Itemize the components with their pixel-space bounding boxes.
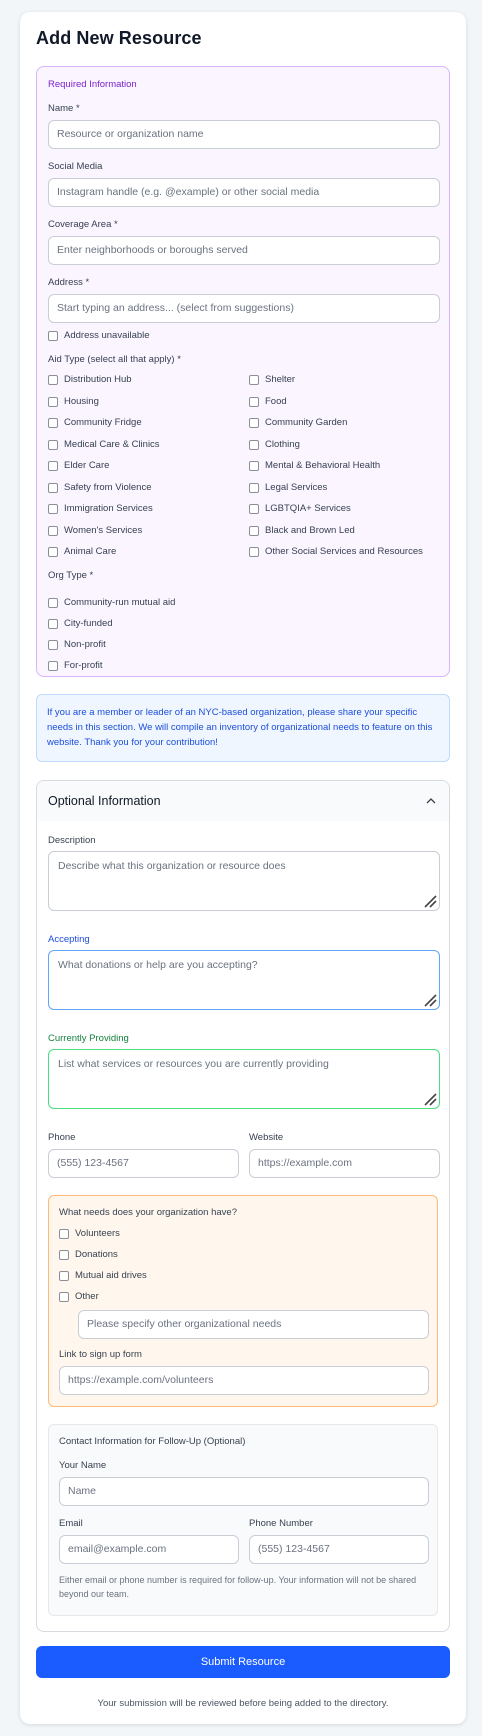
aid-type-option-label: Food — [265, 395, 287, 407]
aid-type-option-checkbox[interactable] — [249, 375, 259, 385]
aid-type-option-label: Legal Services — [265, 481, 328, 493]
aid-type-option-checkbox[interactable] — [48, 547, 58, 557]
aid-type-option-checkbox[interactable] — [48, 526, 58, 536]
need-option-checkbox[interactable] — [59, 1250, 69, 1260]
aid-type-option-checkbox[interactable] — [249, 526, 259, 536]
aid-type-option-label: Safety from Violence — [64, 481, 152, 493]
address-input[interactable]: Start typing an address... (select from suggestions) — [48, 294, 440, 323]
aid-type-option-label: Clothing — [265, 438, 300, 450]
aid-type-option-label: Shelter — [265, 374, 296, 385]
org-type-option-checkbox[interactable] — [48, 598, 58, 608]
chevron-up-icon[interactable] — [426, 797, 436, 805]
submit-button[interactable]: Submit Resource — [36, 1646, 450, 1678]
aid-type-option-checkbox[interactable] — [48, 461, 58, 471]
accepting-label: Accepting — [48, 934, 90, 945]
contact-phone-label: Phone Number — [249, 1518, 313, 1529]
aid-type-option-label: Immigration Services — [64, 503, 153, 514]
accepting-placeholder: What donations or help are you accepting? — [58, 959, 258, 971]
address-unavailable-label: Address unavailable — [64, 330, 150, 341]
optional-header[interactable] — [37, 781, 449, 821]
add-resource-card — [20, 12, 466, 1724]
aid-type-option-checkbox[interactable] — [249, 504, 259, 514]
social-input[interactable]: Instagram handle (e.g. @example) or other social media — [48, 178, 440, 207]
aid-type-option-checkbox[interactable] — [249, 418, 259, 428]
aid-type-option-label: Other Social Services and Resources — [265, 546, 423, 557]
aid-type-option-checkbox[interactable] — [48, 440, 58, 450]
aid-type-option-label: Community Fridge — [64, 417, 142, 428]
description-placeholder: Describe what this organization or resource does — [58, 860, 286, 872]
needs-heading: What needs does your organization have? — [59, 1207, 237, 1218]
aid-type-option-checkbox[interactable] — [48, 504, 58, 514]
coverage-input[interactable]: Enter neighborhoods or boroughs served — [48, 236, 440, 265]
need-option-label: Donations — [75, 1249, 118, 1260]
aid-type-option-label: Animal Care — [64, 546, 117, 557]
aid-type-option-checkbox[interactable] — [48, 375, 58, 385]
aid-type-option-label: Medical Care & Clinics — [64, 438, 160, 450]
aid-type-option-checkbox[interactable] — [249, 547, 259, 557]
required-section — [36, 66, 450, 677]
need-option-label: Other — [75, 1291, 99, 1302]
providing-label: Currently Providing — [48, 1033, 129, 1044]
resize-grip-icon[interactable] — [423, 1092, 437, 1106]
contact-box — [48, 1424, 438, 1616]
need-option-label: Volunteers — [75, 1228, 120, 1239]
description-label: Description — [48, 835, 96, 846]
aid-type-option-checkbox[interactable] — [48, 418, 58, 428]
aid-type-option-checkbox[interactable] — [249, 461, 259, 471]
need-option-checkbox[interactable] — [59, 1271, 69, 1281]
coverage-label: Coverage Area * — [48, 219, 118, 230]
org-type-option-label: City-funded — [64, 618, 113, 629]
org-type-label: Org Type * — [48, 570, 94, 581]
email-input[interactable]: email@example.com — [59, 1535, 239, 1564]
org-type-option-checkbox[interactable] — [48, 661, 58, 671]
name-label: Name * — [48, 103, 80, 114]
signup-link-input[interactable]: https://example.com/volunteers — [59, 1366, 429, 1395]
org-type-option-checkbox[interactable] — [48, 619, 58, 629]
name-input[interactable]: Resource or organization name — [48, 120, 440, 149]
other-needs-input[interactable]: Please specify other organizational needs — [78, 1310, 429, 1339]
aid-type-option-label: Community Garden — [265, 417, 348, 428]
social-label: Social Media — [48, 161, 103, 172]
website-label: Website — [249, 1132, 284, 1143]
aid-type-option-checkbox[interactable] — [48, 483, 58, 493]
email-label: Email — [59, 1518, 83, 1529]
org-type-option-label: Community-run mutual aid — [64, 597, 176, 608]
optional-heading: Optional Information — [48, 794, 161, 808]
contact-heading: Contact Information for Follow-Up (Optional) — [59, 1436, 246, 1447]
contact-phone-input[interactable]: (555) 123-4567 — [249, 1535, 429, 1564]
aid-type-option-label: Housing — [64, 395, 99, 407]
aid-type-option-label: Distribution Hub — [64, 374, 132, 385]
aid-type-option-checkbox[interactable] — [48, 397, 58, 407]
providing-placeholder: List what services or resources you are currently providing — [58, 1058, 329, 1070]
need-option-checkbox[interactable] — [59, 1229, 69, 1239]
address-unavailable-checkbox[interactable] — [48, 331, 58, 341]
description-textarea[interactable] — [48, 851, 440, 911]
aid-type-option-checkbox[interactable] — [249, 440, 259, 450]
resize-grip-icon[interactable] — [423, 993, 437, 1007]
need-option-label: Mutual aid drives — [75, 1270, 147, 1281]
aid-type-option-label: Women's Services — [64, 524, 143, 536]
aid-type-option-label: Elder Care — [64, 460, 110, 471]
required-heading: Required Information — [48, 79, 137, 90]
org-type-option-label: For-profit — [64, 660, 103, 671]
optional-section — [36, 780, 450, 1632]
phone-input[interactable]: (555) 123-4567 — [48, 1149, 239, 1178]
aid-type-option-label: Black and Brown Led — [265, 524, 355, 536]
signup-label: Link to sign up form — [59, 1349, 142, 1360]
phone-label: Phone — [48, 1132, 76, 1143]
review-footnote: Your submission will be reviewed before being added to the directory. — [97, 1698, 389, 1709]
aid-type-label: Aid Type (select all that apply) * — [48, 354, 181, 365]
need-option-checkbox[interactable] — [59, 1292, 69, 1302]
org-needs-info — [36, 694, 450, 762]
aid-type-option-label: LGBTQIA+ Services — [265, 503, 351, 514]
website-input[interactable]: https://example.com — [249, 1149, 440, 1178]
providing-textarea[interactable] — [48, 1049, 440, 1109]
contact-note: Either email or phone number is required for follow-up. Your information will not be shared beyond our team. — [59, 1575, 417, 1599]
your-name-label: Your Name — [59, 1460, 107, 1471]
accepting-textarea[interactable] — [48, 950, 440, 1010]
org-type-option-checkbox[interactable] — [48, 640, 58, 650]
aid-type-option-checkbox[interactable] — [249, 483, 259, 493]
org-needs-box — [48, 1195, 438, 1407]
info-text: If you are a member or leader of an NYC-based organization, please share your specific needs in this section. We will compile an inventory of organizational needs to feature on this website. Thank you for your contribution! — [47, 707, 433, 748]
your-name-input[interactable]: Name — [59, 1477, 429, 1506]
aid-type-option-checkbox[interactable] — [249, 397, 259, 407]
address-label: Address * — [48, 277, 90, 288]
page-title: Add New Resource — [36, 28, 202, 48]
aid-type-option-label: Mental & Behavioral Health — [265, 460, 381, 471]
org-type-option-label: Non-profit — [64, 639, 106, 650]
resize-grip-icon[interactable] — [423, 894, 437, 908]
